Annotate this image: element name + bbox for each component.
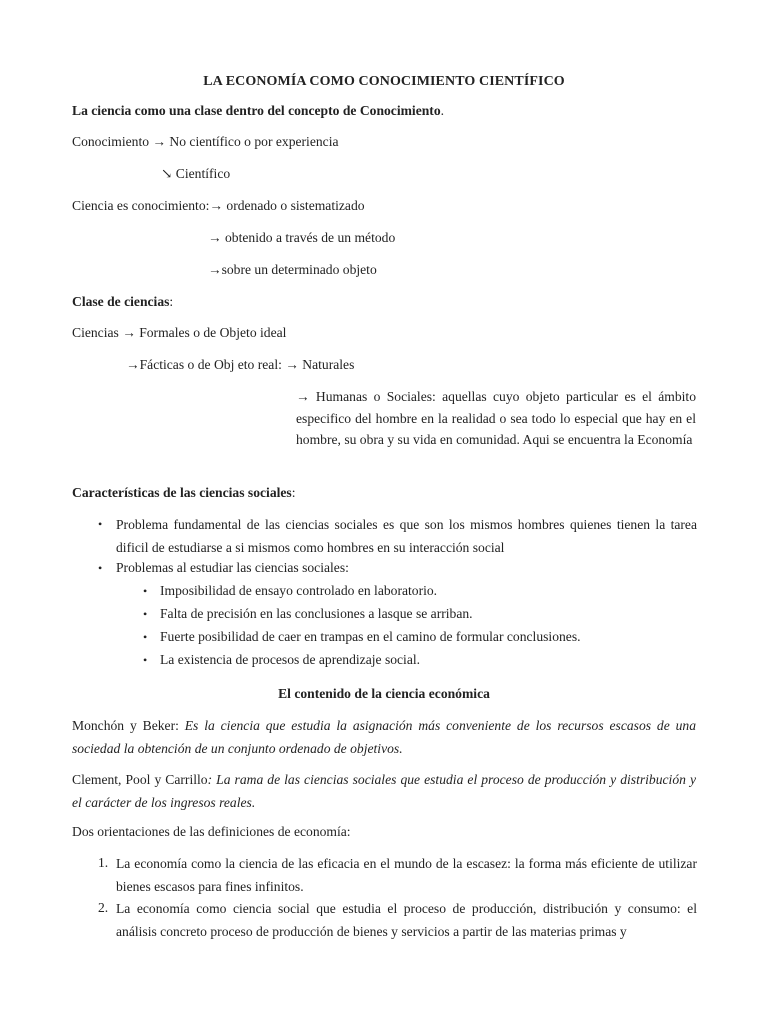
heading-punct: . (440, 103, 445, 118)
bullet-icon: • (98, 561, 103, 575)
heading-text: Clase de ciencias (72, 294, 170, 309)
author-clement: Clement, Pool y Carrillo (72, 772, 208, 787)
subbullet-precision: Falta de precisión en las conclusiones a lasque se arriban. (160, 606, 473, 621)
definition-clement (72, 768, 696, 814)
cientifico-line: ↘ Científico (161, 166, 231, 181)
definition-text: Es la ciencia que estudia la asignación más conveniente de los recursos escasos de una sociedad la obtención de un conjunto ordenado de objetivos. (72, 718, 696, 756)
list-item-eficacia: La economía como la ciencia de las eficacia en el mundo de la escasez: la forma más eficiente de utilizar bienes escasos para fines infinitos. (116, 856, 697, 894)
definition-text: : La rama de las ciencias sociales que estudia el proceso de producción y distribución y el carácter de los ingresos reales. (72, 772, 696, 810)
definition-monchon (72, 714, 696, 760)
bullet-icon: • (143, 653, 148, 667)
subbullet-aprendizaje: La existencia de procesos de aprendizaje social. (160, 652, 421, 667)
section-heading-contenido: El contenido de la ciencia económica (278, 686, 490, 701)
heading-text: Características de las ciencias sociales (72, 485, 292, 500)
heading-text: La ciencia como una clase dentro del concepto de Conocimiento (72, 103, 441, 118)
humanas-paragraph: → Humanas o Sociales: aquellas cuyo objeto particular es el ámbito especifico del hombre en la realidad o sea todo lo especial que hay en el hombre, su obra y su vida en comunidad. Aqui se encuentra la Economía (296, 389, 696, 447)
author-monchon: Monchón y Beker: (72, 718, 179, 733)
facticas-line: →Fácticas o de Obj eto real: → Naturales (126, 357, 355, 372)
section-heading-ciencia (72, 101, 444, 121)
formales-line: Ciencias → Formales o de Objeto ideal (72, 325, 287, 340)
list-item-ciencia-social: La economía como ciencia social que estudia el proceso de producción, distribución y consumo: el análisis concreto proceso de producción de bienes y servicios a partir de las materias primas y (116, 901, 697, 939)
subbullet-ensayo: Imposibilidad de ensayo controlado en laboratorio. (160, 583, 438, 598)
section-heading-clases (72, 292, 173, 312)
metodo-line: → obtenido a través de un método (208, 230, 396, 245)
subbullet-trampas: Fuerte posibilidad de caer en trampas en el camino de formular conclusiones. (160, 629, 581, 644)
heading-punct: : (169, 294, 174, 309)
bullet-problemas: Problemas al estudiar las ciencias sociales: (116, 560, 349, 575)
bullet-problema-fundamental: Problema fundamental de las ciencias sociales es que son los mismos hombres quienes tienen la tarea dificil de estudiarse a si mismos como hombres en su interacción social (116, 517, 697, 555)
bullet-icon: • (98, 517, 103, 531)
ciencia-definition-line: Ciencia es conocimiento:→ ordenado o sistematizado (72, 198, 365, 213)
list-number: 1. (98, 855, 109, 870)
objeto-line: →sobre un determinado objeto (208, 262, 377, 277)
document-title: LA ECONOMÍA COMO CONOCIMIENTO CIENTÍFICO (203, 74, 565, 89)
section-heading-caracteristicas (72, 483, 296, 503)
bullet-icon: • (143, 607, 148, 621)
bullet-icon: • (143, 630, 148, 644)
orientaciones-line: Dos orientaciones de las definiciones de economía: (72, 824, 351, 839)
list-number: 2. (98, 900, 109, 915)
heading-punct: : (291, 485, 296, 500)
conocimiento-line: Conocimiento → No científico o por experiencia (72, 134, 339, 149)
bullet-icon: • (143, 584, 148, 598)
